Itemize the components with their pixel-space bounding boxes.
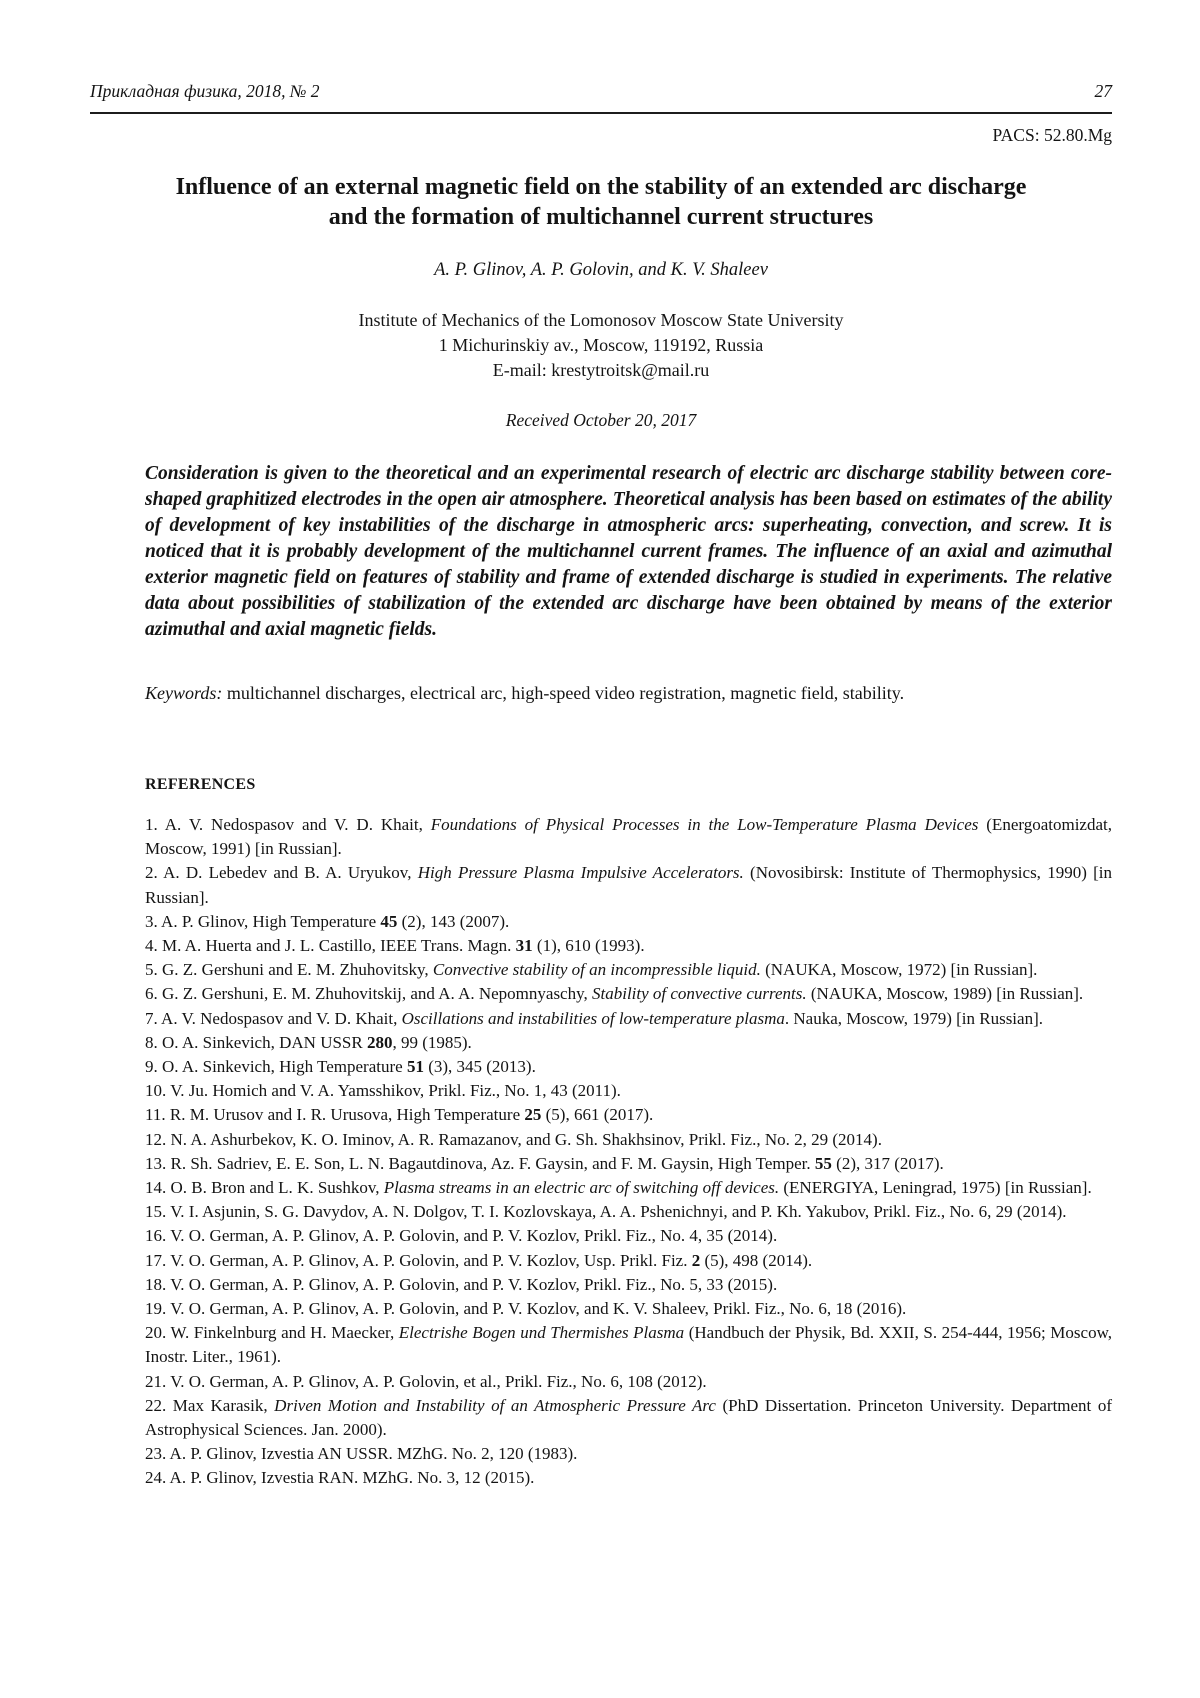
reference-item: 7. A. V. Nedospasov and V. D. Khait, Oscillations and instabilities of low-temperature plasma. Nauka, Moscow, 1979) [in Russian]. bbox=[145, 1008, 1043, 1028]
reference-item: 5. G. Z. Gershuni and E. M. Zhuhovitsky, Convective stability of an incompressible liquid. (NAUKA, Moscow, 1972) [in Russian]. bbox=[145, 960, 1038, 980]
keywords-line bbox=[145, 681, 1112, 705]
reference-item: 1. A. V. Nedospasov and V. D. Khait, Foundations of Physical Processes in the Low-Temperature Plasma Devices (Energoatomizdat, Moscow, 1991) [in Russian]. bbox=[145, 815, 1112, 859]
reference-item: 14. O. B. Bron and L. K. Sushkov, Plasma streams in an electric arc of switching off devices. (ENERGIYA, Leningrad, 1975) [in Russian]. bbox=[145, 1178, 1092, 1198]
reference-item: 13. R. Sh. Sadriev, E. E. Son, L. N. Bagautdinova, Az. F. Gaysin, and F. M. Gaysin, High Temper. 55 (2), 317 (2017). bbox=[145, 1153, 944, 1173]
article-body bbox=[145, 461, 1112, 1491]
affiliation-email: E-mail: krestytroitsk@mail.ru bbox=[492, 360, 710, 380]
reference-item: 10. V. Ju. Homich and V. A. Yamsshikov, Prikl. Fiz., No. 1, 43 (2011). bbox=[145, 1081, 621, 1101]
reference-item: 17. V. O. German, A. P. Glinov, A. P. Golovin, and P. V. Kozlov, Usp. Prikl. Fiz. 2 (5), 498 (2014). bbox=[145, 1250, 813, 1270]
reference-item: 21. V. O. German, A. P. Glinov, A. P. Golovin, et al., Prikl. Fiz., No. 6, 108 (2012). bbox=[145, 1371, 707, 1391]
reference-item: 11. R. M. Urusov and I. R. Urusova, High Temperature 25 (5), 661 (2017). bbox=[145, 1105, 654, 1125]
article-title-line2: and the formation of multichannel current structures bbox=[328, 204, 874, 230]
reference-item: 6. G. Z. Gershuni, E. M. Zhuhovitskij, and A. A. Nepomnyaschy, Stability of convective currents. (NAUKA, Moscow, 1989) [in Russian]. bbox=[145, 984, 1084, 1004]
journal-title: Прикладная физика, 2018, № 2 bbox=[90, 81, 320, 101]
page-number: 27 bbox=[1094, 81, 1112, 101]
keywords-label: Keywords: bbox=[145, 683, 223, 703]
authors-line: A. P. Glinov, A. P. Golovin, and K. V. Shaleev bbox=[434, 260, 768, 280]
received-date: Received October 20, 2017 bbox=[505, 410, 697, 430]
reference-item: 18. V. O. German, A. P. Glinov, A. P. Golovin, and P. V. Kozlov, Prikl. Fiz., No. 5, 33 (2015). bbox=[145, 1274, 778, 1294]
reference-item: 8. O. A. Sinkevich, DAN USSR 280, 99 (1985). bbox=[145, 1032, 472, 1052]
reference-item: 4. M. A. Huerta and J. L. Castillo, IEEE Trans. Magn. 31 (1), 610 (1993). bbox=[145, 936, 645, 956]
pacs-code: PACS: 52.80.Mg bbox=[992, 125, 1112, 145]
keywords-text: multichannel discharges, electrical arc, high-speed video registration, magnetic field, stability. bbox=[222, 683, 905, 703]
reference-item: 3. A. P. Glinov, High Temperature 45 (2), 143 (2007). bbox=[145, 911, 510, 931]
abstract-paragraph: Consideration is given to the theoretical and an experimental research of electric arc discharge stability between core-shaped graphitized electrodes in the open air atmosphere. Theoretical analysis has been based on estimates of the ability of development of key instabilities of the discharge in atmospheric arcs: superheating, convection, and screw. It is noticed that it is probably development of the multichannel current frames. The influence of an axial and azimuthal exterior magnetic field on features of stability and frame of extended discharge is studied in experiments. The relative data about possibilities of stabilization of the extended arc discharge have been obtained by means of the exterior azimuthal and axial magnetic fields. bbox=[145, 463, 1112, 640]
reference-item: 9. O. A. Sinkevich, High Temperature 51 (3), 345 (2013). bbox=[145, 1057, 536, 1077]
article-title-line1: Influence of an external magnetic field on the stability of an extended arc discharge bbox=[175, 174, 1027, 200]
reference-item: 2. A. D. Lebedev and B. A. Uryukov, High Pressure Plasma Impulsive Accelerators. (Novosibirsk: Institute of Thermophysics, 1990) [in Russian]. bbox=[145, 863, 1112, 907]
reference-item: 12. N. A. Ashurbekov, K. O. Iminov, A. R. Ramazanov, and G. Sh. Shakhsinov, Prikl. Fiz., No. 2, 29 (2014). bbox=[145, 1129, 882, 1149]
affiliation-institute: Institute of Mechanics of the Lomonosov Moscow State University bbox=[358, 310, 844, 330]
header-rule bbox=[90, 112, 1112, 114]
references-heading: REFERENCES bbox=[145, 776, 256, 793]
reference-item: 23. A. P. Glinov, Izvestia AN USSR. MZhG. No. 2, 120 (1983). bbox=[145, 1444, 578, 1464]
affiliation-address: 1 Michurinskiy av., Moscow, 119192, Russia bbox=[438, 335, 764, 355]
reference-item: 15. V. I. Asjunin, S. G. Davydov, A. N. Dolgov, T. I. Kozlovskaya, A. A. Pshenichnyi, and P. Kh. Yakubov, Prikl. Fiz., No. 6, 29 (2014). bbox=[145, 1202, 1067, 1222]
article-title bbox=[90, 172, 1112, 232]
reference-item: 24. A. P. Glinov, Izvestia RAN. MZhG. No. 3, 12 (2015). bbox=[145, 1468, 535, 1488]
reference-item: 20. W. Finkelnburg and H. Maecker, Electrishe Bogen und Thermishes Plasma (Handbuch der Physik, Bd. XXII, S. 254-444, 1956; Moscow, Inostr. Liter., 1961). bbox=[145, 1323, 1113, 1367]
reference-item: 22. Max Karasik, Driven Motion and Instability of an Atmospheric Pressure Arc (PhD Dissertation. Princeton University. Department of Astrophysical Sciences. Jan. 2000). bbox=[145, 1395, 1112, 1440]
page-header bbox=[90, 80, 1112, 102]
references-list bbox=[145, 813, 1112, 1491]
affiliation-block bbox=[90, 308, 1112, 383]
reference-item: 19. V. O. German, A. P. Glinov, A. P. Golovin, and P. V. Kozlov, and K. V. Shaleev, Prikl. Fiz., No. 6, 18 (2016). bbox=[145, 1299, 907, 1319]
reference-item: 16. V. O. German, A. P. Glinov, A. P. Golovin, and P. V. Kozlov, Prikl. Fiz., No. 4, 35 (2014). bbox=[145, 1226, 778, 1246]
